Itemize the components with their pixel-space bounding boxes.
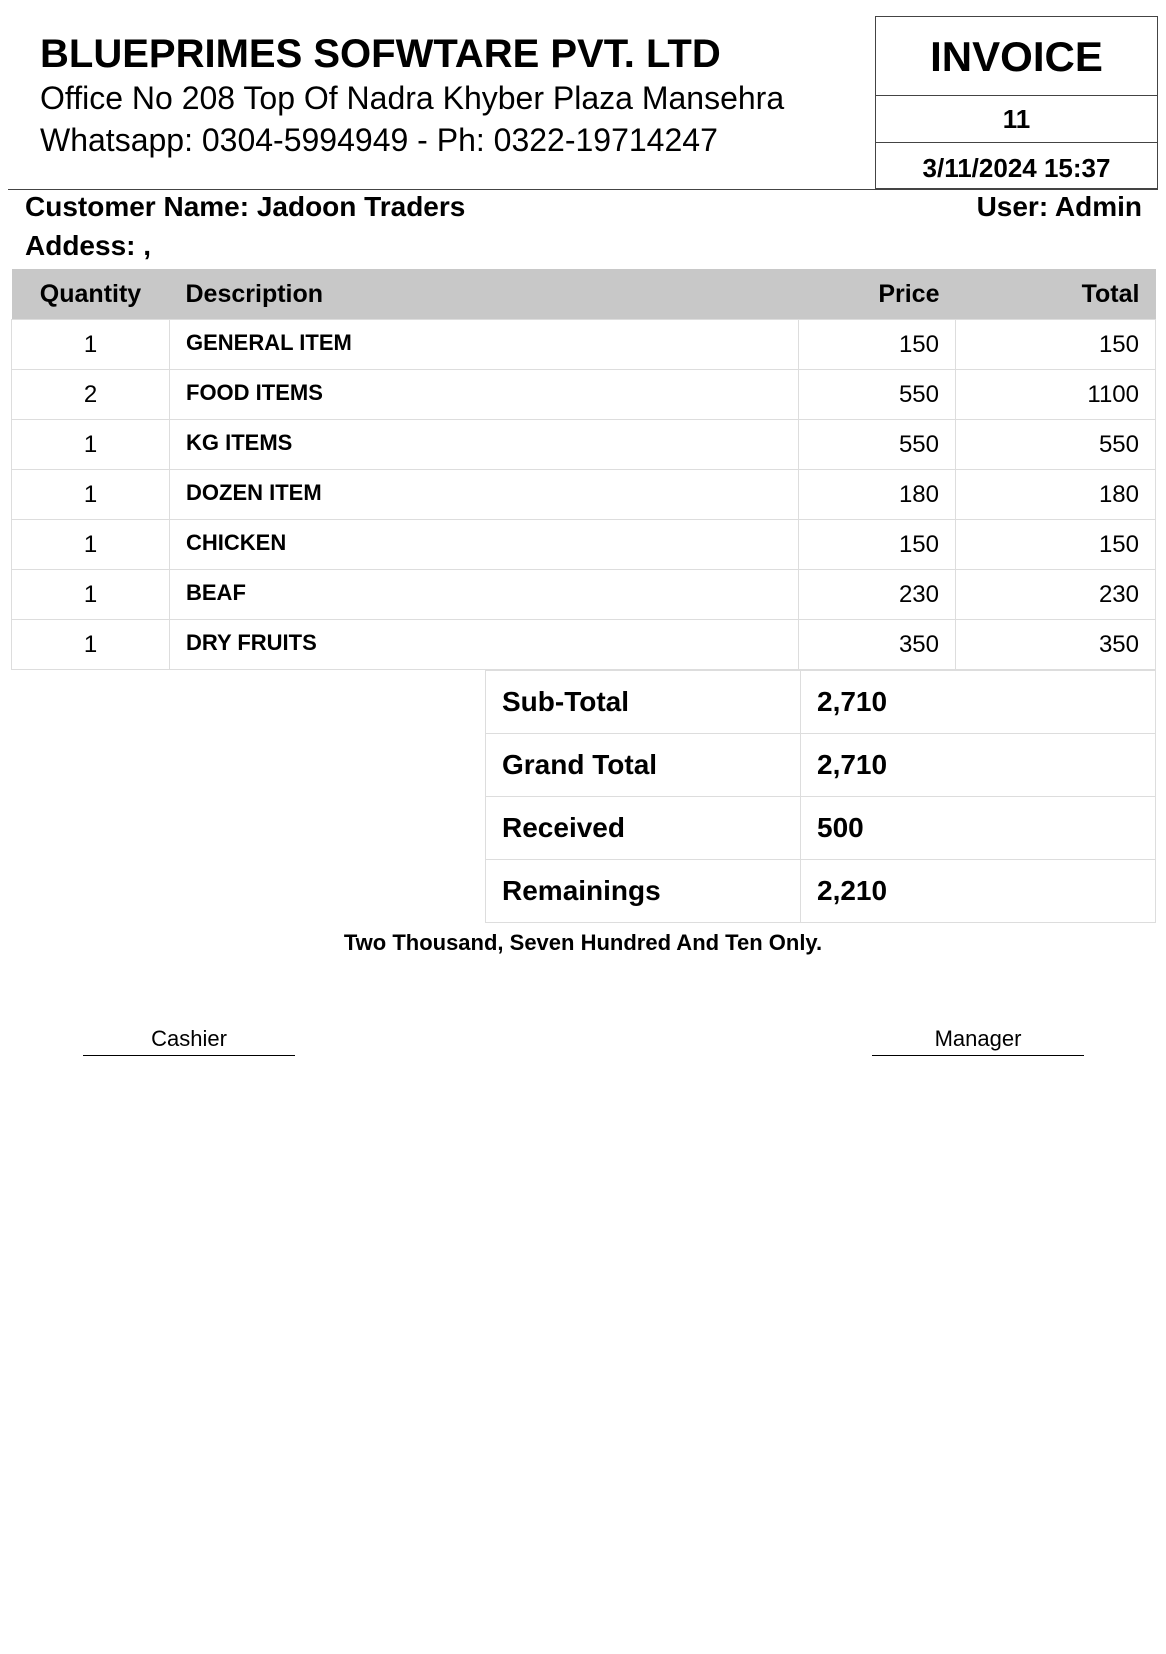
grand-total-row xyxy=(486,734,1156,797)
item-price: 150 xyxy=(799,520,956,570)
table-row xyxy=(12,520,1156,570)
cashier-signature xyxy=(83,1025,295,1056)
remaining-value: 2,210 xyxy=(801,860,1156,923)
item-quantity: 2 xyxy=(12,370,170,420)
grand-total-label: Grand Total xyxy=(486,734,801,797)
header-price: Price xyxy=(799,269,956,320)
table-row xyxy=(12,320,1156,370)
received-value: 500 xyxy=(801,797,1156,860)
table-row xyxy=(12,570,1156,620)
subtotal-row xyxy=(486,671,1156,734)
manager-label: Manager xyxy=(934,1026,1022,1051)
subtotal-value: 2,710 xyxy=(801,671,1156,734)
item-description: KG ITEMS xyxy=(170,420,799,470)
header-description: Description xyxy=(170,269,799,320)
grand-total-value: 2,710 xyxy=(801,734,1156,797)
totals-table xyxy=(485,670,1156,923)
item-description: FOOD ITEMS xyxy=(170,370,799,420)
customer-address: Addess: , xyxy=(25,230,152,261)
item-quantity: 1 xyxy=(12,320,170,370)
item-quantity: 1 xyxy=(12,570,170,620)
item-price: 180 xyxy=(799,470,956,520)
company-name: BLUEPRIMES SOFWTARE PVT. LTD xyxy=(40,32,721,76)
company-contact: Whatsapp: 0304-5994949 - Ph: 0322-19714247 xyxy=(40,122,718,158)
item-description: CHICKEN xyxy=(170,520,799,570)
item-total: 1100 xyxy=(956,370,1156,420)
invoice-title: INVOICE xyxy=(876,17,1157,96)
item-price: 550 xyxy=(799,370,956,420)
header-quantity: Quantity xyxy=(12,269,170,320)
items-table xyxy=(11,269,1156,670)
item-quantity: 1 xyxy=(12,420,170,470)
table-row xyxy=(12,370,1156,420)
cashier-label: Cashier xyxy=(151,1026,227,1051)
header-total: Total xyxy=(956,269,1156,320)
item-price: 550 xyxy=(799,420,956,470)
item-price: 150 xyxy=(799,320,956,370)
item-description: GENERAL ITEM xyxy=(170,320,799,370)
item-quantity: 1 xyxy=(12,470,170,520)
table-row xyxy=(12,470,1156,520)
invoice-datetime: 3/11/2024 15:37 xyxy=(922,153,1111,183)
item-total: 180 xyxy=(956,470,1156,520)
manager-signature xyxy=(872,1025,1084,1056)
invoice-number: 11 xyxy=(876,96,1157,143)
item-price: 350 xyxy=(799,620,956,670)
user-label: User: Admin xyxy=(976,191,1142,222)
remaining-row xyxy=(486,860,1156,923)
company-address: Office No 208 Top Of Nadra Khyber Plaza Mansehra xyxy=(40,80,785,116)
item-quantity: 1 xyxy=(12,620,170,670)
item-total: 230 xyxy=(956,570,1156,620)
item-description: DRY FRUITS xyxy=(170,620,799,670)
customer-name: Customer Name: Jadoon Traders xyxy=(25,191,466,222)
table-row xyxy=(12,620,1156,670)
remaining-label: Remainings xyxy=(486,860,801,923)
table-row xyxy=(12,420,1156,470)
invoice-info-box xyxy=(875,16,1158,189)
item-price: 230 xyxy=(799,570,956,620)
received-row xyxy=(486,797,1156,860)
manager-signature-line xyxy=(872,1055,1084,1056)
items-header-row xyxy=(12,269,1156,320)
item-total: 350 xyxy=(956,620,1156,670)
subtotal-label: Sub-Total xyxy=(486,671,801,734)
item-total: 550 xyxy=(956,420,1156,470)
item-total: 150 xyxy=(956,320,1156,370)
item-total: 150 xyxy=(956,520,1156,570)
amount-in-words: Two Thousand, Seven Hundred And Ten Only. xyxy=(343,930,823,955)
received-label: Received xyxy=(486,797,801,860)
item-description: DOZEN ITEM xyxy=(170,470,799,520)
cashier-signature-line xyxy=(83,1055,295,1056)
item-quantity: 1 xyxy=(12,520,170,570)
item-description: BEAF xyxy=(170,570,799,620)
